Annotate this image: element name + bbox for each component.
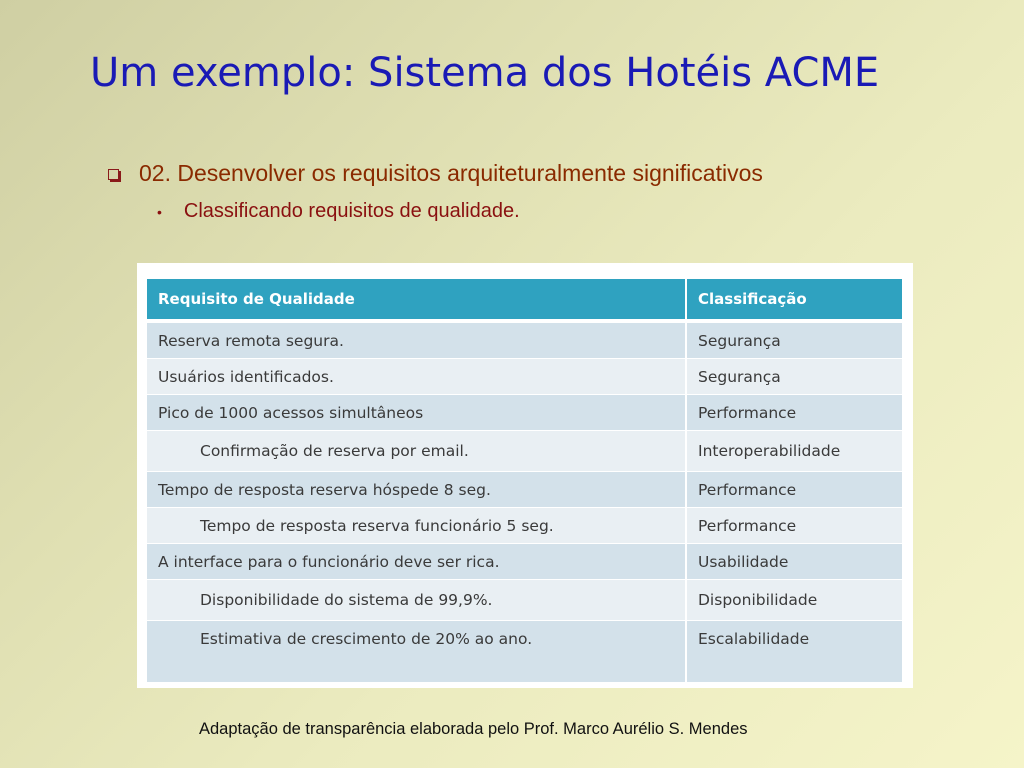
table-header-row xyxy=(147,279,902,323)
cell-requisito: Estimativa de crescimento de 20% ao ano. xyxy=(147,621,687,683)
table-row xyxy=(147,359,902,395)
quality-requirements-table xyxy=(147,279,902,683)
bullet-level2 xyxy=(157,200,520,223)
cell-classificacao: Disponibilidade xyxy=(687,580,902,621)
table-row xyxy=(147,431,902,472)
footer-credit: Adaptação de transparência elaborada pelo Prof. Marco Aurélio S. Mendes xyxy=(199,720,748,738)
table-row xyxy=(147,323,902,359)
cell-requisito: Tempo de resposta reserva funcionário 5 seg. xyxy=(147,508,687,544)
table-row xyxy=(147,544,902,580)
cell-requisito: Disponibilidade do sistema de 99,9%. xyxy=(147,580,687,621)
slide-title: Um exemplo: Sistema dos Hotéis ACME xyxy=(90,50,880,96)
column-header-requisito: Requisito de Qualidade xyxy=(147,279,687,323)
table-row xyxy=(147,395,902,431)
cell-classificacao: Performance xyxy=(687,472,902,508)
cell-classificacao: Escalabilidade xyxy=(687,621,902,683)
cell-classificacao: Performance xyxy=(687,508,902,544)
cell-requisito: Pico de 1000 acessos simultâneos xyxy=(147,395,687,431)
cell-classificacao: Interoperabilidade xyxy=(687,431,902,472)
hollow-square-bullet-icon xyxy=(108,169,119,180)
cell-classificacao: Usabilidade xyxy=(687,544,902,580)
cell-requisito: A interface para o funcionário deve ser rica. xyxy=(147,544,687,580)
cell-classificacao: Segurança xyxy=(687,359,902,395)
cell-requisito: Confirmação de reserva por email. xyxy=(147,431,687,472)
bullet-level1 xyxy=(108,160,763,187)
bullet-level1-text: 02. Desenvolver os requisitos arquiteturalmente significativos xyxy=(139,160,763,186)
table-row xyxy=(147,472,902,508)
dot-bullet-icon: • xyxy=(157,203,162,220)
table-row xyxy=(147,508,902,544)
column-header-classificacao: Classificação xyxy=(687,279,902,323)
cell-requisito: Reserva remota segura. xyxy=(147,323,687,359)
cell-classificacao: Performance xyxy=(687,395,902,431)
cell-requisito: Tempo de resposta reserva hóspede 8 seg. xyxy=(147,472,687,508)
cell-requisito: Usuários identificados. xyxy=(147,359,687,395)
table-panel xyxy=(137,263,913,688)
table-row xyxy=(147,580,902,621)
cell-classificacao: Segurança xyxy=(687,323,902,359)
bullet-level2-text: Classificando requisitos de qualidade. xyxy=(183,200,520,222)
table-row xyxy=(147,621,902,683)
